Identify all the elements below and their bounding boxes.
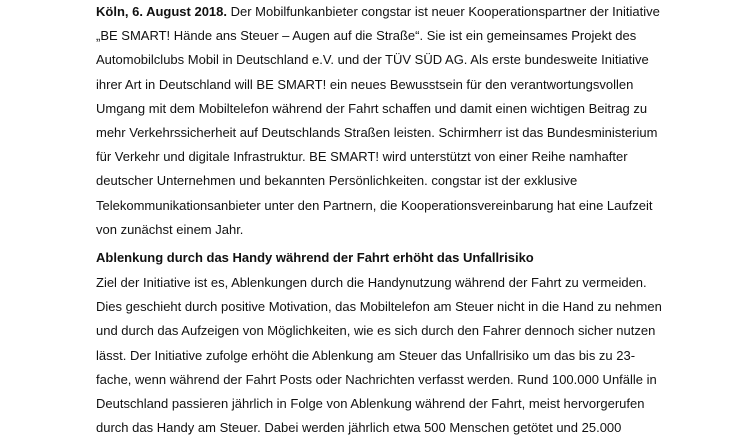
section-line: und durch das Aufzeigen von Möglichkeiten, wie es sich durch den Fahrer dennoch sicher nutzen xyxy=(96,323,656,339)
intro-line: ihrer Art in Deutschland will BE SMART! ein neues Bewusstsein für den verantwortungsvollen xyxy=(96,76,634,92)
section-line: lässt. Der Initiative zufolge erhöht die Ablenkung am Steuer das Unfallrisiko um das bis zu 23- xyxy=(96,347,636,363)
intro-line: Umgang mit dem Mobiltelefon während der Fahrt schaffen und damit einen wichtigen Beitrag zu xyxy=(96,100,648,116)
section-line: Deutschland passieren jährlich in Folge von Ablenkung während der Fahrt, meist hervorgerufen xyxy=(96,396,645,412)
section-heading: Ablenkung durch das Handy während der Fahrt erhöht das Unfallrisiko xyxy=(96,250,534,265)
intro-line: für Verkehr und digitale Infrastruktur. BE SMART! wird unterstützt von einer Reihe namhafter xyxy=(96,149,628,165)
section-paragraph xyxy=(96,271,662,440)
dateline: Köln, 6. August 2018. xyxy=(96,4,227,19)
intro-line-1-text: Der Mobilfunkanbieter congstar ist neuer Kooperationspartner der Initiative xyxy=(227,4,660,19)
section-line: Dies geschieht durch positive Motivation, das Mobiltelefon am Steuer nicht in die Hand zu nehmen xyxy=(96,299,662,315)
intro-line: deutscher Unternehmen und bekannten Persönlichkeiten. congstar ist der exklusive xyxy=(96,173,578,189)
intro-line-1 xyxy=(96,0,660,24)
intro-paragraph xyxy=(96,0,660,242)
section-line: durch das Handy am Steuer. Dabei werden jährlich etwa 500 Menschen getötet und 25.000 xyxy=(96,420,622,436)
section-line: Ziel der Initiative ist es, Ablenkungen durch die Handynutzung während der Fahrt zu vermeiden. xyxy=(96,275,647,290)
section-line: fache, wenn während der Fahrt Posts oder Nachrichten verfasst werden. Rund 100.000 Unfälle in xyxy=(96,371,657,387)
intro-line: mehr Verkehrssicherheit auf Deutschlands Straßen leisten. Schirmherr ist das Bundesministerium xyxy=(96,125,658,141)
intro-line: von zunächst einem Jahr. xyxy=(96,221,244,237)
intro-line: Automobilclubs Mobil in Deutschland e.V. und der TÜV SÜD AG. Als erste bundesweite Initiative xyxy=(96,52,649,68)
intro-line: Telekommunikationsanbieter unter den Partnern, die Kooperationsvereinbarung hat eine Laufzeit xyxy=(96,197,653,213)
intro-line: „BE SMART! Hände ans Steuer – Augen auf die Straße“. Sie ist ein gemeinsames Projekt des xyxy=(96,28,637,44)
